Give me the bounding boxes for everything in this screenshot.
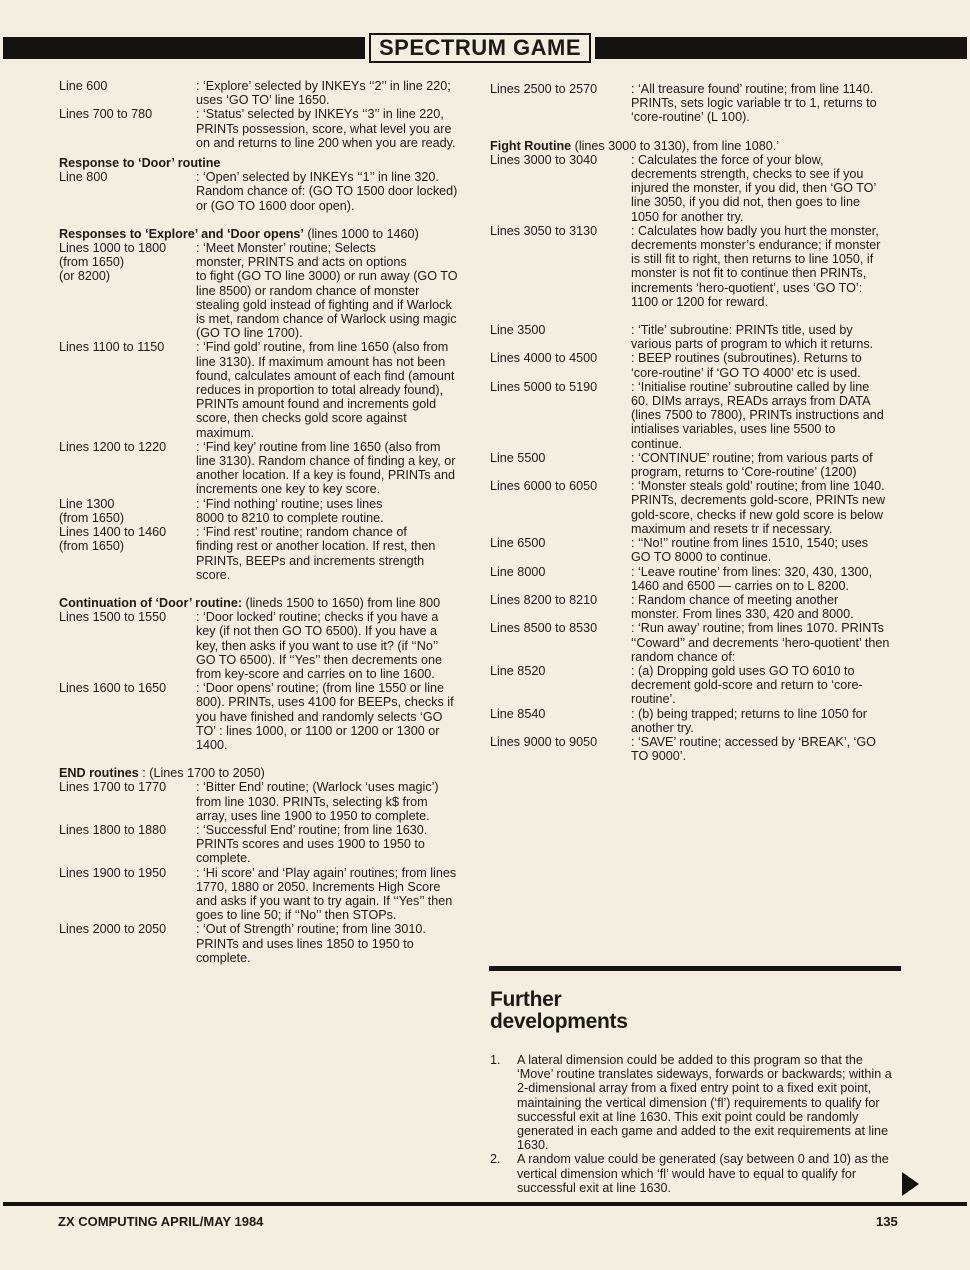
entry-row: [490, 565, 890, 593]
entry-label: Lines 1600 to 1650: [59, 681, 167, 696]
heading-rest: (lines 1000 to 1460): [303, 226, 419, 241]
entry-row: [490, 451, 890, 479]
entry-description: : ‘Find gold’ routine, from line 1650 (also from line 3130). If maximum amount has not been found, calculates amount of each find (amount reduces in proportion to total already found), PRINTs amount found and increments gold score, then checks gold score against maximum.: [196, 340, 455, 440]
entry-description: : ‘All treasure found’ routine; from line 1140. PRINTs, sets logic variable tr to 1, returns to ‘core-routine’ (L 100).: [631, 82, 877, 125]
right-column: [490, 82, 890, 763]
entry-label: (from 1650): [59, 255, 125, 270]
heading-rest: : (Lines 1700 to 2050): [138, 766, 265, 781]
page-title: SPECTRUM GAME: [369, 33, 591, 63]
heading-line-2: developments: [490, 1010, 628, 1033]
entry-row: [59, 539, 459, 582]
entry-list: [59, 780, 459, 965]
header-rule-left: [3, 37, 365, 59]
entry-row: [490, 735, 890, 763]
entry-row: [59, 866, 459, 923]
entry-description: to fight (GO TO line 3000) or run away (GO TO line 8500) or random chance of monster stealing gold instead of fighting and if Warlock is met, random chance of Warlock using magic (GO TO line 1700).: [196, 269, 458, 341]
entry-label: (from 1650): [59, 510, 125, 525]
entry-description: : ‘Bitter End’ routine; (Warlock ‘uses magic’) from line 1030. PRINTs, selecting k$ from array, uses line 1900 to 1950 to complete.: [196, 780, 439, 823]
entry-row: [59, 107, 459, 150]
entry-description: : ‘Monster steals gold’ routine; from line 1040. PRINTs, decrements gold-score, PRINTs new gold-score, checks if new gold score is below maximum and resets tr if necessary.: [631, 479, 886, 536]
entry-label: Lines 700 to 780: [59, 107, 153, 122]
item-number: 1.: [490, 1053, 501, 1067]
numbered-item: [490, 1152, 900, 1195]
entry-row: [490, 380, 890, 451]
entry-description: : Calculates how badly you hurt the monster, decrements monster’s endurance; if monster is still fit to right, then returns to line 1050, if monster is not fit to continue then PRINTs, increments ‘hero-quotient’, uses ‘GO TO’: 1100 or 1200 for reward.: [631, 223, 881, 309]
entry-list: [59, 241, 459, 582]
entry-list: [490, 153, 890, 309]
entry-list: [59, 610, 459, 752]
section-heading-fight: [490, 139, 890, 153]
entry-label: Line 600: [59, 79, 108, 93]
heading-bold: Responses to ‘Explore’ and ‘Door opens’: [59, 226, 304, 241]
heading-line-1: Further: [490, 988, 562, 1011]
entry-row: [59, 497, 459, 511]
entry-description: : Random chance of meeting another monster. From lines 330, 420 and 8000.: [631, 592, 854, 622]
footer-rule: [3, 1202, 967, 1206]
entry-label: Line 5500: [490, 450, 546, 465]
further-developments-heading: [490, 989, 628, 1033]
entry-description: : ‘Hi score’ and ‘Play again’ routines; from lines 1770, 1880 or 2050. Increments High Score and asks if you want to try again. If ‘‘Yes’’ then goes to line 50; if ‘‘No’’ then STOPs.: [196, 865, 457, 923]
entry-label: Lines 1100 to 1150: [59, 340, 165, 355]
entry-row: [490, 323, 890, 351]
entry-row: [490, 153, 890, 224]
entry-label: Lines 3050 to 3130: [490, 223, 598, 238]
entry-description: : ‘Leave routine’ from lines: 320, 430, 1300, 1460 and 6500 — carries on to L 8200.: [631, 564, 873, 593]
entry-label: Lines 1500 to 1550: [59, 610, 167, 625]
entry-description: : ‘Find rest’ routine; random chance of: [196, 525, 407, 540]
entry-description: : ‘Out of Strength’ routine; from line 3010. PRINTs and uses lines 1850 to 1950 to complete.: [196, 922, 426, 965]
entry-row: [59, 269, 459, 340]
entry-row: [490, 707, 890, 735]
numbered-list: [490, 1053, 900, 1195]
entry-label: Lines 8200 to 8210: [490, 592, 598, 607]
item-text: A random value could be generated (say between 0 and 10) as the vertical dimension which ‘fl’ would have to equal to qualify for successful exit at line 1630.: [517, 1152, 889, 1195]
entry-row: [59, 780, 459, 823]
entry-description: : ‘Status’ selected by INKEYs ‘‘3’’ in line 220, PRINTs possession, score, what level you are on and returns to line 200 when you are ready.: [196, 107, 456, 150]
entry-description: 8000 to 8210 to complete routine.: [196, 510, 384, 525]
entry-description: : ‘Initialise routine’ subroutine called by line 60. DIMs arrays, READs arrays from DATA (lines 7500 to 7800), PRINTs instructions and intialises variables, uses line 5500 to continue.: [631, 379, 884, 451]
entry-list: [490, 323, 890, 763]
entry-label: Lines 9000 to 9050: [490, 734, 598, 749]
entry-label: Lines 3000 to 3040: [490, 152, 598, 167]
entry-label: Line 8000: [490, 564, 546, 579]
entry-description: : BEEP routines (subroutines). Returns to ‘core-routine’ if ‘GO TO 4000’ etc is used.: [631, 351, 862, 380]
entry-row: [490, 536, 890, 564]
entry-label: Line 6500: [490, 536, 546, 551]
entry-description: : ‘Door locked’ routine; checks if you have a key (if not then GO TO 6500). If you have a key, then asks if you want to use it? (if ‘‘No’’ GO TO 6500). If ‘‘Yes’’ then decrements one from key-score and carries on to line 1600.: [196, 610, 442, 681]
continue-arrow-icon: [902, 1172, 919, 1196]
entry-row: [59, 511, 459, 525]
left-column: [59, 79, 459, 965]
section-heading-door: Response to ‘Door’ routine: [59, 156, 221, 171]
entry-label: Lines 5000 to 5190: [490, 379, 598, 394]
entry-label: Line 8540: [490, 706, 546, 721]
entry-row: [490, 351, 890, 379]
entry-description: : ‘Successful End’ routine; from line 1630. PRINTs scores and uses 1900 to 1950 to complete.: [196, 822, 428, 866]
entry-row: [490, 593, 890, 621]
entry-description: monster, PRINTS and acts on options: [196, 255, 407, 270]
entry-label: (from 1650): [59, 539, 125, 554]
entry-label: Lines 1800 to 1880: [59, 822, 167, 837]
entry-description: : ‘Find nothing’ routine; uses lines: [196, 496, 383, 511]
entry-list: [59, 170, 459, 213]
entry-row: [59, 922, 459, 965]
entry-label: Lines 6000 to 6050: [490, 479, 598, 494]
heading-bold: Fight Routine: [490, 138, 572, 153]
entry-label: Lines 2500 to 2570: [490, 82, 598, 96]
entry-row: [59, 79, 459, 107]
entry-row: [490, 82, 890, 125]
footer-publication: ZX COMPUTING APRIL/MAY 1984: [58, 1214, 264, 1229]
heading-bold: Continuation of ‘Door’ routine:: [59, 595, 243, 610]
entry-description: : ‘Door opens’ routine; (from line 1550 or line 800). PRINTs, uses 4100 for BEEPs, checks if you have finished and randomly selects ‘GO TO’ : lines 1000, or 1100 or 1200 or 1300 or 1400.: [196, 681, 454, 752]
entry-description: : ‘Title’ subroutine: PRINTs title, used by various parts of program to which it returns.: [631, 323, 874, 352]
entry-description: : ‘Open’ selected by INKEYs ‘‘1’’ in line 320. Random chance of: (GO TO 1500 door locked) or (GO TO 1600 door open).: [196, 170, 458, 213]
entry-row: [59, 681, 459, 752]
entry-description: : ‘Meet Monster’ routine; Selects: [196, 241, 376, 256]
entry-row: [59, 610, 459, 681]
entry-label: Line 3500: [490, 323, 546, 338]
entry-description: : (b) being trapped; returns to line 1050 for another try.: [631, 706, 867, 735]
section-heading-explore: [59, 227, 459, 241]
entry-label: Lines 1400 to 1460: [59, 525, 167, 540]
entry-row: [59, 241, 459, 255]
entry-row: [59, 525, 459, 539]
entry-label: (or 8200): [59, 269, 111, 284]
entry-label: Line 800: [59, 170, 108, 185]
page-number: 135: [876, 1214, 898, 1229]
entry-description: : ‘SAVE’ routine; accessed by ‘BREAK’, ‘GO TO 9000’.: [631, 734, 876, 764]
numbered-item: [490, 1053, 900, 1152]
entry-row: [59, 440, 459, 497]
entry-list: [490, 82, 890, 125]
section-heading-continuation: [59, 596, 459, 610]
entry-row: [490, 479, 890, 536]
entry-row: [59, 823, 459, 866]
entry-label: Lines 1700 to 1770: [59, 780, 167, 795]
heading-bold: END routines: [59, 766, 139, 781]
entry-label: Line 8520: [490, 663, 546, 678]
entry-label: Lines 4000 to 4500: [490, 351, 598, 366]
heading-rest: (lineds 1500 to 1650) from line 800: [242, 595, 441, 610]
entry-description: finding rest or another location. If rest, then PRINTs, BEEPs and increments strength score.: [196, 539, 436, 582]
entry-label: Lines 8500 to 8530: [490, 621, 598, 636]
section-heading-end: [59, 766, 459, 780]
entry-row: [59, 170, 459, 213]
entry-description: : ‘Explore’ selected by INKEYs ‘‘2’’ in line 220; uses ‘GO TO’ line 1650.: [196, 79, 451, 108]
entry-description: : ‘‘No!’’ routine from lines 1510, 1540; uses GO TO 8000 to continue.: [631, 536, 869, 565]
entry-row: [59, 340, 459, 439]
entry-label: Lines 1900 to 1950: [59, 865, 167, 880]
entry-row: [490, 621, 890, 664]
item-text: A lateral dimension could be added to this program so that the ‘Move’ routine translates sideways, forwards or backwards; within a 2-dimensional array from a fixed entry point to a fixed exit point, maintaining the vertical dimension (‘fl’) requirements to qualify for successful exit at line 1630. This exit point could be randomly generated in each game and added to the exit requirements at line 1630.: [517, 1053, 892, 1153]
header-rule-right: [595, 37, 967, 59]
entry-label: Lines 1000 to 1800: [59, 241, 167, 256]
entry-row: [59, 255, 459, 269]
section-divider: [489, 966, 901, 971]
item-number: 2.: [490, 1152, 501, 1167]
heading-rest: (lines 3000 to 3130), from line 1080.’: [571, 138, 780, 153]
entry-description: : (a) Dropping gold uses GO TO 6010 to decrement gold-score and return to ‘core-routine’.: [631, 663, 863, 707]
entry-row: [490, 224, 890, 309]
entry-description: : ‘Find key’ routine from line 1650 (also from line 3130). Random chance of finding a key, or another location. If a key is found, PRINTs and increments one key to key score.: [196, 439, 456, 497]
entry-label: Lines 1200 to 1220: [59, 439, 167, 454]
entry-row: [490, 664, 890, 707]
entry-description: : Calculates the force of your blow, decrements strength, checks to see if you injured the monster, if you did, then ‘GO TO’ line 3050, if you did not, then goes to line 1050 for another try.: [631, 152, 876, 224]
entry-label: Lines 2000 to 2050: [59, 922, 167, 937]
entry-description: : ‘CONTINUE’ routine; from various parts of program, returns to ‘Core-routine’ (1200): [631, 450, 873, 480]
entry-label: Line 1300: [59, 496, 115, 511]
entry-description: : ‘Run away’ routine; from lines 1070. PRINTs ‘‘Coward’’ and decrements ‘hero-quotient’ then random chance of:: [631, 621, 890, 664]
entry-list: [59, 79, 459, 150]
